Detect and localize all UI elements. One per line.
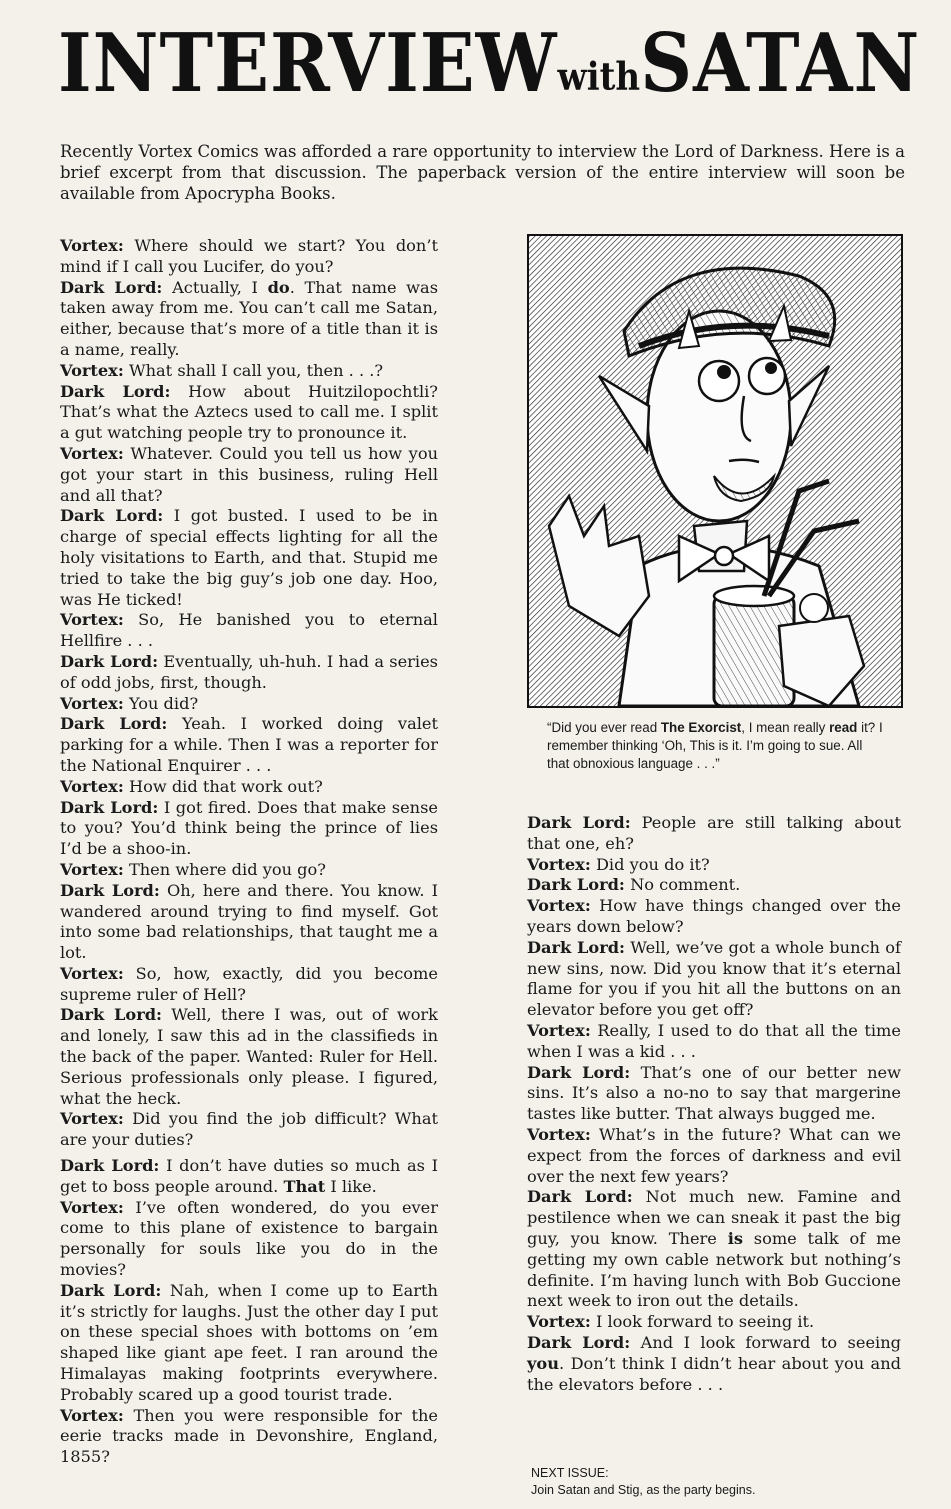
speaker-label: Vortex: (60, 693, 124, 713)
interview-exchange (527, 1063, 901, 1125)
interview-left-column (60, 236, 438, 1468)
speaker-label: Vortex: (60, 443, 124, 463)
interview-exchange (527, 1312, 901, 1333)
dialogue-text: That’s one of our better new sins. It’s also a no-no to say that margerine tastes like butter. That always bugged me. (527, 1062, 901, 1124)
interview-exchange (527, 1333, 901, 1395)
interview-exchange (60, 236, 438, 278)
interview-exchange (60, 361, 438, 382)
interview-exchange (527, 813, 901, 855)
speaker-label: Vortex: (60, 776, 124, 796)
speaker-label: Dark Lord: (527, 1332, 631, 1352)
dialogue-text: Then where did you go? (123, 859, 326, 879)
dialogue-text: Yeah. I worked doing valet parking for a while. Then I was a reporter for the National Enquirer . . . (60, 714, 438, 775)
title-with: with (557, 54, 641, 100)
speaker-label: Dark Lord: (60, 1005, 163, 1025)
dialogue-text: No comment. (624, 875, 741, 895)
dialogue-text: What shall I call you, then . . .? (123, 360, 384, 380)
dialogue-text: Actually, I (162, 277, 268, 297)
speaker-label: Vortex: (60, 1405, 124, 1425)
next-issue-label: NEXT ISSUE: (531, 1466, 609, 1480)
intro-paragraph: Recently Vortex Comics was afforded a rare opportunity to interview the Lord of Darkness. Here is a brief excerpt from that discussion. The paperback version of the entire interview will soon be available from Apocrypha Books. (60, 142, 905, 203)
next-issue (531, 1465, 911, 1499)
interview-exchange (60, 610, 438, 652)
dialogue-text: . Don’t think I didn’t hear about you and the elevators before . . . (527, 1353, 901, 1394)
satan-portrait-illustration (527, 234, 903, 708)
interview-exchange (60, 1198, 438, 1281)
next-issue-text: Join Satan and Stig, as the party begins. (531, 1483, 756, 1497)
caption-text: , I mean really (741, 720, 830, 735)
speaker-label: Vortex: (60, 236, 124, 255)
dialogue-text: Nah, when I come up to Earth it’s strictly for laughs. Just the other day I put on these special shoes with bottoms on ’em shaped like giant ape feet. I ran around the Himalayas making footprints everywhere. Probably scared up a good tourist trade. (60, 1280, 438, 1404)
interview-exchange (60, 798, 438, 860)
dialogue-text: Really, I used to do that all the time when I was a kid . . . (527, 1020, 901, 1061)
dialogue-text: I got fired. Does that make sense to you? You’d think being the prince of lies I’d be a shoo-in. (60, 797, 438, 859)
speaker-label: Dark Lord: (60, 1280, 162, 1300)
speaker-label: Vortex: (60, 963, 124, 983)
speaker-label: Vortex: (60, 610, 124, 630)
speaker-label: Dark Lord: (60, 651, 159, 671)
speaker-label: Dark Lord: (60, 797, 159, 817)
interview-exchange (60, 506, 438, 610)
dialogue-text: I’ve often wondered, do you ever come to this plane of existence to bargain personally for souls like you do in the movies? (60, 1197, 438, 1280)
speaker-label: Vortex: (60, 1109, 124, 1129)
speaker-label: Vortex: (527, 1124, 591, 1144)
dialogue-text: Well, we’ve got a whole bunch of new sins, now. Did you know that it’s eternal flame for you if you hit all the buttons on an elevator before you get off? (527, 937, 901, 1020)
interview-exchange (60, 714, 438, 776)
dialogue-text: Not much new. Famine and pestilence when we can sneak it past the big guy, you know. There (527, 1187, 901, 1248)
interview-exchange (527, 875, 901, 896)
title-interview: INTERVIEW (58, 14, 558, 111)
interview-exchange (60, 881, 438, 964)
dialogue-text: Eventually, uh-huh. I had a series of odd jobs, first, though. (60, 651, 438, 692)
interview-exchange (527, 1125, 901, 1187)
dialogue-emphasis: is (727, 1228, 743, 1248)
dialogue-text: Well, there I was, out of work and lonely, I saw this ad in the classifieds in the back of the paper. Wanted: Ruler for Hell. Serious professionals only please. I figured, what the heck. (60, 1005, 438, 1108)
interview-exchange (527, 855, 901, 876)
dialogue-text: How did that work out? (123, 776, 323, 796)
illustration-caption (547, 719, 887, 773)
dialogue-emphasis: you (527, 1353, 559, 1373)
dialogue-text: I like. (325, 1176, 377, 1196)
interview-exchange (60, 1406, 438, 1468)
dialogue-text: Did you find the job difficult? What are your duties? (60, 1109, 438, 1150)
speaker-label: Dark Lord: (527, 937, 626, 957)
interview-exchange (527, 1187, 901, 1312)
dialogue-text: Oh, here and there. You know. I wandered around trying to find myself. Got into some bad relationships, that taught me a lot. (60, 880, 438, 963)
title-satan: SATAN (640, 14, 921, 111)
dialogue-text: What’s in the future? What can we expect from the forces of darkness and evil over the next few years? (527, 1124, 901, 1186)
dialogue-emphasis: do (267, 277, 290, 297)
interview-exchange (60, 1281, 438, 1406)
dialogue-text: Whatever. Could you tell us how you got your start in this business, ruling Hell and all that? (60, 443, 438, 505)
interview-exchange (60, 1005, 438, 1109)
interview-exchange (527, 938, 901, 1021)
interview-exchange (60, 964, 438, 1006)
interview-exchange (60, 777, 438, 798)
dialogue-text: Did you do it? (590, 854, 710, 874)
caption-text: it? I remember thinking ‘Oh, This is it. I’m going to sue. All that obnoxious language . . .” (547, 720, 883, 771)
speaker-label: Dark Lord: (60, 1156, 160, 1176)
speaker-label: Vortex: (527, 1020, 591, 1040)
speaker-label: Dark Lord: (527, 1187, 633, 1207)
dialogue-text: I don’t have duties so much as I get to boss people around. (60, 1156, 438, 1196)
speaker-label: Dark Lord: (60, 381, 171, 401)
interview-exchange (60, 860, 438, 881)
caption-book-title: The Exorcist (660, 720, 742, 735)
satan-portrait-icon (529, 236, 901, 706)
dialogue-text: Where should we start? You don’t mind if I call you Lucifer, do you? (60, 236, 438, 276)
interview-exchange (60, 1109, 438, 1151)
dialogue-text: I look forward to seeing it. (590, 1312, 815, 1332)
speaker-label: Dark Lord: (527, 1062, 631, 1082)
interview-exchange (527, 896, 901, 938)
dialogue-text: You did? (123, 693, 199, 713)
speaker-label: Vortex: (60, 360, 124, 380)
dialogue-text: People are still talking about that one, eh? (527, 813, 901, 853)
interview-exchange (60, 444, 438, 506)
interview-exchange (60, 694, 438, 715)
page-title (58, 14, 921, 111)
speaker-label: Dark Lord: (60, 277, 163, 297)
speaker-label: Vortex: (527, 854, 591, 874)
dialogue-text: some talk of me getting my own cable network but nothing’s definite. I’m having lunch with Bob Guccione next week to iron out the details. (527, 1228, 901, 1311)
dialogue-text: Then you were responsible for the eerie tracks made in Devonshire, England, 1855? (60, 1405, 438, 1467)
dialogue-text: . That name was taken away from me. You can’t call me Satan, either, because that’s more of a title than it is a name, really. (60, 277, 438, 359)
speaker-label: Dark Lord: (527, 875, 625, 895)
interview-exchange (60, 1156, 438, 1198)
dialogue-text: How about Huitzilopochtli? That’s what the Aztecs used to call me. I split a gut watching people try to pronounce it. (60, 381, 438, 443)
speaker-label: Dark Lord: (60, 506, 164, 526)
interview-exchange (60, 382, 438, 444)
dialogue-text: And I look forward to seeing (630, 1332, 901, 1352)
dialogue-text: How have things changed over the years down below? (527, 896, 901, 936)
speaker-label: Dark Lord: (527, 813, 631, 832)
speaker-label: Vortex: (527, 1312, 591, 1332)
dialogue-text: So, how, exactly, did you become supreme ruler of Hell? (60, 963, 438, 1004)
speaker-label: Dark Lord: (60, 880, 160, 900)
dialogue-emphasis: That (283, 1176, 326, 1196)
caption-text: “Did you ever read (547, 720, 661, 735)
interview-exchange (60, 278, 438, 361)
interview-right-column (527, 813, 901, 1395)
dialogue-text: So, He banished you to eternal Hellfire . . . (60, 610, 438, 651)
speaker-label: Dark Lord: (60, 714, 168, 734)
interview-exchange (60, 652, 438, 694)
speaker-label: Vortex: (60, 859, 124, 879)
interview-exchange (527, 1021, 901, 1063)
speaker-label: Vortex: (527, 896, 591, 916)
caption-emphasis: read (829, 720, 858, 735)
dialogue-text: I got busted. I used to be in charge of special effects lighting for all the holy visitations to Earth, and that. Stupid me tried to take the big guy’s job one day. Hoo, was He ticked! (60, 506, 438, 609)
speaker-label: Vortex: (60, 1197, 124, 1217)
